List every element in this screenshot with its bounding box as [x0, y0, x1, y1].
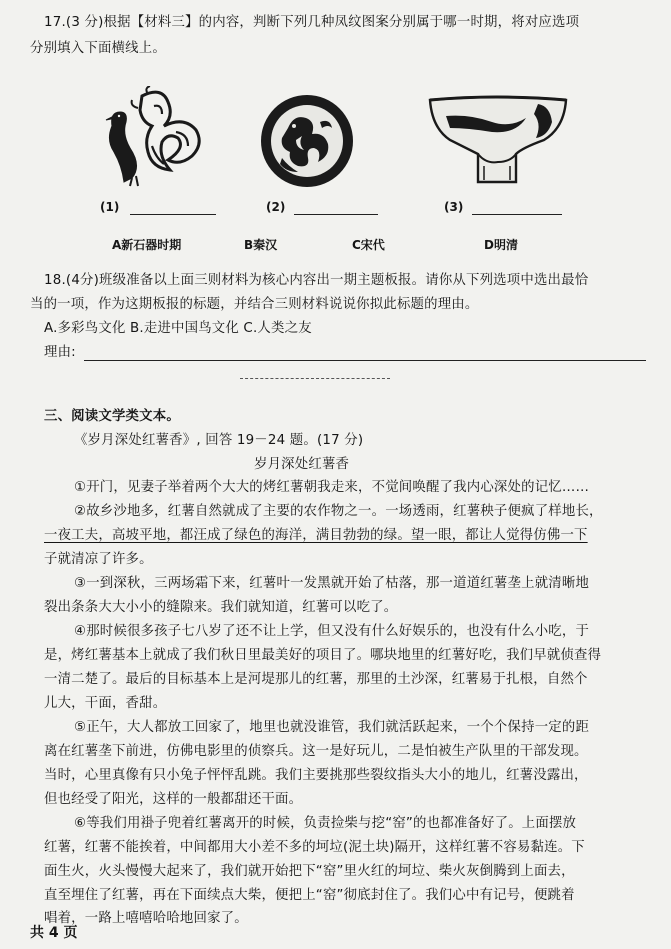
section3-instruction: 《岁月深处红薯香》, 回答 19－24 题。(17 分)	[74, 433, 364, 448]
para2-line2: 一夜工夫，高坡平地，都汪成了绿色的海洋，满目勃勃的绿。望一眼，都让人觉得仿佛一下	[44, 528, 588, 543]
para6-line2: 红薯，红薯不能挨着，中间都用大小差不多的坷垃(泥土块)隔开，这样红薯不容易黏连。下	[44, 840, 585, 855]
para5-line2: 离在红薯垄下前进，仿佛电影里的侦察兵。这一是好玩儿，二是怕被生产队里的干部发现。	[44, 744, 588, 759]
q17-line2: 分别填入下面横线上。	[30, 41, 166, 56]
answer-blank-3[interactable]	[472, 214, 562, 215]
page-count-footer: 共 4 页	[30, 925, 78, 941]
para6-line3: 面生火，火头慢慢大起来了，我们就开始把下“窑”里火红的坷垃、柴火灰倒腾到上面去，	[44, 864, 575, 879]
blank-label-1: (1)	[100, 200, 120, 214]
q18-line2: 当的一项，作为这期板报的标题，并结合三则材料说说你拟此标题的理由。	[30, 297, 479, 312]
q17-option-a: A新石器时期	[112, 238, 182, 252]
para6-line5: 唱着，一路上嘻嘻哈哈地回家了。	[44, 911, 248, 926]
q18-options: A.多彩鸟文化 B.走进中国鸟文化 C.人类之友	[44, 321, 312, 336]
para3-line2: 裂出条条大大小小的缝隙来。我们就知道，红薯可以吃了。	[44, 600, 398, 615]
article-title: 岁月深处红薯香	[254, 457, 350, 472]
q17-line1: 17.(3 分)根据【材料三】的内容，判断下列几种凤纹图案分别属于哪一时期，将对应选项	[44, 15, 580, 30]
para4-line4: 儿大，干面，香甜。	[44, 696, 167, 711]
phoenix-bowl-3	[426, 92, 570, 188]
para2-line1: ②故乡沙地多，红薯自然就成了主要的农作物之一。一场透雨，红薯秧子便疯了样地长，	[74, 504, 603, 519]
para4-line2: 是，烤红薯基本上就成了我们秋日里最美好的项目了。哪块地里的红薯好吃，我们早就侦查得	[44, 648, 602, 663]
q17-option-c: C宋代	[352, 238, 385, 252]
q17-option-b: B秦汉	[244, 238, 278, 252]
para5-line1: ⑤正午，大人都放工回家了，地里也就没谁管，我们就活跃起来，一个个保持一定的距	[74, 720, 590, 735]
para5-line4: 但也经受了阳光，这样的一般都甜还干面。	[44, 792, 303, 807]
q18-reason-blank[interactable]	[84, 360, 646, 361]
blank-label-3: (3)	[444, 200, 464, 214]
q18-line1: 18.(4分)班级准备以上面三则材料为核心内容出一期主题板报。请你从下列选项中选出最恰	[44, 273, 589, 288]
faint-line	[240, 378, 390, 379]
para6-line1: ⑥等我们用褂子兜着红薯离开的时候，负责捡柴与挖“窑”的也都准备好了。上面摆放	[74, 816, 577, 831]
section3-heading: 三、阅读文学类文本。	[44, 409, 180, 424]
para4-line1: ④那时候很多孩子七八岁了还不让上学，但又没有什么好娱乐的，也没有什么小吃，于	[74, 624, 590, 639]
q18-reason-label: 理由:	[44, 345, 76, 360]
answer-blank-2[interactable]	[294, 214, 378, 215]
q17-option-d: D明清	[484, 238, 518, 252]
para2-line3: 子就清凉了许多。	[44, 552, 153, 567]
phoenix-medallion-2	[258, 92, 356, 190]
answer-blank-1[interactable]	[130, 214, 216, 215]
para1-line1: ①开门，见妻子举着两个大大的烤红薯朝我走来，不觉间唤醒了我内心深处的记忆……	[74, 480, 590, 495]
phoenix-figure-1	[92, 86, 210, 190]
para5-line3: 当时，心里真像有只小兔子怦怦乱跳。我们主要挑那些裂纹指头大小的地儿，红薯没露出，	[44, 768, 588, 783]
para4-line3: 一清二楚了。最后的目标基本上是河堤那儿的红薯，那里的土沙深，红薯易于扎根，自然个	[44, 672, 588, 687]
blank-label-2: (2)	[266, 200, 286, 214]
para3-line1: ③一到深秋，三两场霜下来，红薯叶一发黑就开始了枯落，那一道道红薯垄上就清晰地	[74, 576, 590, 591]
para6-line4: 直至埋住了红薯，再在下面续点大柴，便把上“窑”彻底封住了。我们心中有记号，便跳着	[44, 888, 575, 903]
